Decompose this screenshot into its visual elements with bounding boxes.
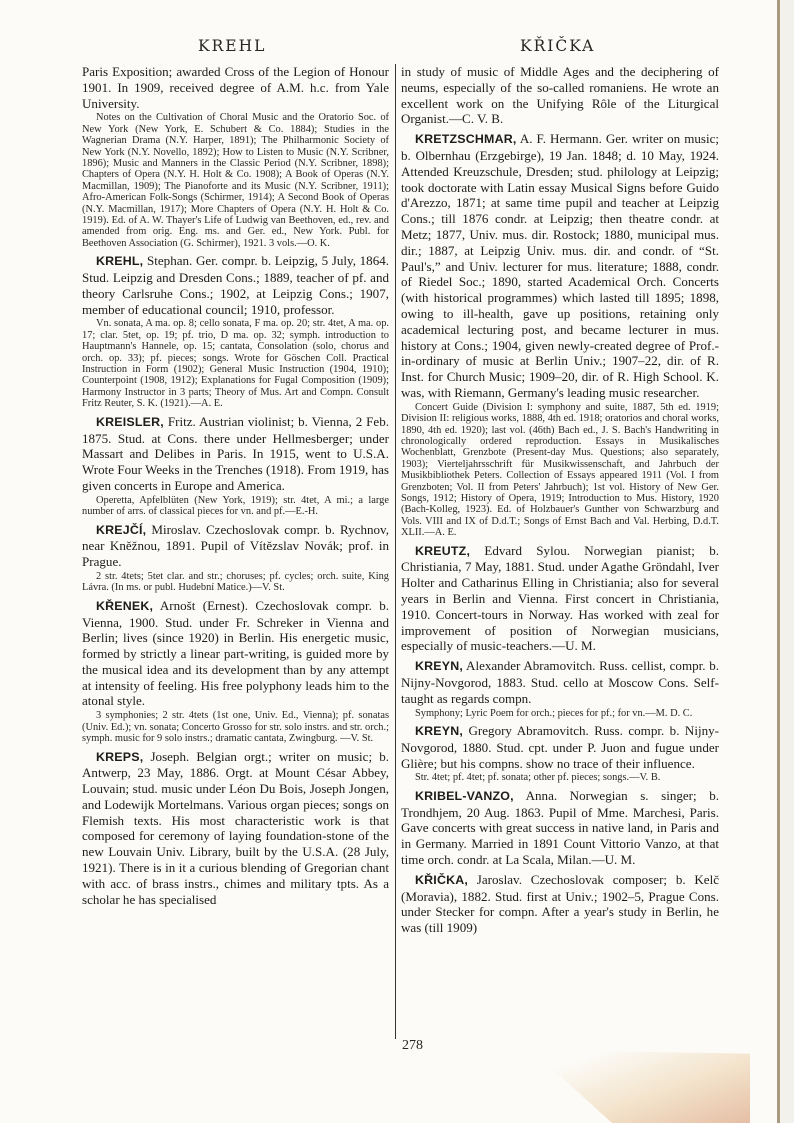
running-head-right: KŘIČKA xyxy=(520,37,596,55)
entry-text: Jaroslav. Czechoslovak composer; b. Kelč (Moravia), 1882. Stud. first at Univ.; 1902–5, Prague Cons. under Stecker for compn. After a year's study in Berlin, he was (till 1909) xyxy=(401,871,719,936)
right-column xyxy=(401,64,719,1064)
entry-krenek xyxy=(82,598,389,710)
entry-text: Arnošt (Ernest). Czechoslovak compr. b. Vienna, 1900. Stud. under Fr. Schreker in Vienna and Berlin; lives (since 1920) in Berlin. His energetic music, formed by strictly a linear part-writing, is guided more by the musical idea and its development than by any attempt at intensity of feeling. His free polyphony leads him to the atonal style. xyxy=(82,597,389,709)
page-number: 278 xyxy=(402,1038,423,1053)
continued-entry xyxy=(82,64,389,111)
headword: KREHL, xyxy=(96,254,144,269)
entry-text: in study of music of Middle Ages and the deciphering of neums, especially of the so-called romaniens. He wrote an excellent work on the Unifying Rôle of the Liturgical Organist.—C. V. B. xyxy=(401,64,719,127)
running-head-left: KREHL xyxy=(198,37,267,55)
entry-text: Joseph. Belgian orgt.; writer on music; b. Antwerp, 23 May, 1886. Orgt. at Mount César Abbey, Louvain; stud. music under Léon Du Bois, Joseph Jongen, and Lodewijk Mortelmans. Various organ pieces; songs on Flemish texts. His most characteristic work is that composed for ceremony of laying foundation-stone of the new Louvain Univ. Library, built by the U.S.A. (28 July, 1921). There is in it a curious blending of Gregorian chant with acc. of brass instrs., chimes and military tpts. As a scholar he has specialised xyxy=(82,748,389,907)
left-column xyxy=(82,64,389,1064)
entry-text: Stephan. Ger. compr. b. Leipzig, 5 July, 1864. Stud. Leipzig and Dresden Cons.; 1889, teacher of pf. and theory Carlsruhe Cons.; 1902, at Leipzig Cons.; 1907, member of educational council; 1910, professor. xyxy=(82,253,389,317)
entry-kreutz xyxy=(401,543,719,655)
entry-text: Anna. Norwegian s. singer; b. Trondhjem, 20 Aug. 1863. Pupil of Mme. Marchesi, Paris. Gave concerts with great success in native land, in Paris and in Germany. Married in 1891 Count Vittorio Vanzo, at that time orch. condr. at La Scala, Milan.—U. M. xyxy=(401,787,719,867)
column-divider xyxy=(395,64,396,1039)
continued-entry xyxy=(401,64,719,127)
entry-kribel-vanzo xyxy=(401,788,719,868)
headword: KRETZSCHMAR, xyxy=(415,132,517,147)
headword: KREISLER, xyxy=(96,414,164,429)
entry-krehl xyxy=(82,253,389,317)
entry-kreyn-alexander xyxy=(401,658,719,706)
entry-kricka xyxy=(401,872,719,936)
headword: KREUTZ, xyxy=(415,543,471,558)
entry-kreisler xyxy=(82,414,389,494)
entry-krejci xyxy=(82,522,389,570)
headword: KREPS, xyxy=(96,749,144,764)
entry-text: Alexander Abramovitch. Russ. cellist, compr. b. Nijny-Novgorod, 1883. Stud. cello at Moscow Cons. Self-taught as regards compn. xyxy=(401,658,719,706)
works-note: Operetta, Apfelblüten (New York, 1919); str. 4tet, A mi.; a large number of arrs. of classical pieces for vn. and pf.—E.-H. xyxy=(82,494,389,518)
scan-background xyxy=(780,0,794,1123)
headword: KREYN, xyxy=(415,723,464,738)
headword: KŘIČKA, xyxy=(415,872,469,887)
entry-text: Miroslav. Czechoslovak compr. b. Rychnov, near Kněžnou, 1891. Pupil of Vítězslav Novák; prof. in Prague. xyxy=(82,521,389,570)
works-note: Vn. sonata, A ma. op. 8; cello sonata, F ma. op. 20; str. 4tet, A ma. op. 17; clar. 5tet, op. 19; pf. trio, D ma. op. 32; symph. introduction to Hauptmann's Hannele, op. 15; cantata, Consolation (solo, chorus and orch. op. 33); pf. pieces; songs. Wrote for Göschen Coll. Practical Instruction in Form (1902); General Music Instruction (1904, 1910); Counterpoint (1908, 1912); Explanations for Fugal Composition (1909); Harmony Instructor in 3 parts; Theory of Mus. Art and Compn. Consult Fritz Reuter, S. K. (1921).—A. E. xyxy=(82,318,389,410)
works-note: Str. 4tet; pf. 4tet; pf. sonata; other pf. pieces; songs.—V. B. xyxy=(415,772,661,784)
works-note: 3 symphonies; 2 str. 4tets (1st one, Univ. Ed., Vienna); pf. sonatas (Univ. Ed.); vn. sonata; Concerto Grosso for str. solo instrs. and str. orch.; symph. music for 9 solo instrs.; dramatic cantata, Zwingburg. —V. St. xyxy=(82,710,389,745)
entry-text: Edvard Sylou. Norwegian pianist; b. Christiania, 7 May, 1881. Stud. under Agathe Gröndahl, Iver Holter and Catharinus Elling in Christiania; also for several years in Berlin and Vienna. First concert in Christiania, 1910. Concert-tours in Norway. Has worked with zeal for improvement of position of Norwegian musicians, especially of music-teachers.—U. M. xyxy=(401,542,719,654)
entry-text: A. F. Hermann. Ger. writer on music; b. Olbernhau (Erzgebirge), 19 Jan. 1848; d. 10 May, 1924. Attended Kreuzschule, Dresden; stud. philology at Leipzig; took doctorate with Latin essay Musical Signs before Guido d'Arezzo, 1871; at same time pupil and teacher at Leipzig Cons.; till 1876 condr. at Leipzig; then theatre condr. at Metz; 1877, Univ. mus. dir. Rostock; 1880, municipal mus. dir.; 1887, at Leipzig Univ. mus. dir. and condr. of “St. Paul's,” and Univ. lecturer for mus. literature; 1888, condr. of Riedel Soc.; 1890, started Academical Orch. Concerts (with historical programmes) which lasted till 1895; 1898, owing to ill-health, gave up positions, retaining only academical lecturing post, and became lecturer in mus. history at Cons.; 1904, given newly-created degree of Prof.-in-ordinary of music at Berlin Univ.; 1907–22, dir. of R. Inst. for Church Music; 1909–20, dir. of R. High School. K. was, with Riemann, Germany's leading music researcher. xyxy=(401,131,719,400)
entry-text: Paris Exposition; awarded Cross of the Legion of Honour 1901. In 1909, received degree of A.M. h.c. from Yale University. xyxy=(82,64,389,111)
entry-text: Fritz. Austrian violinist; b. Vienna, 2 Feb. 1875. Stud. at Cons. there under Hellmesberger; under Massart and Delibes in Paris. In 1915, went to U.S.A. Wrote Four Weeks in the Trenches (1918). From 1919, has given concerts in Europe and America. xyxy=(82,413,389,493)
headword: KREYN, xyxy=(415,659,464,674)
works-note: Symphony; Lyric Poem for orch.; pieces for pf.; for vn.—M. D. C. xyxy=(415,707,693,719)
entry-kretzschmar xyxy=(401,131,719,401)
entry-text: Gregory Abramovitch. Russ. compr. b. Nijny-Novgorod, 1880. Stud. cpt. under P. Juon and fugue under Glière; but his compns. show no trace of their influence. xyxy=(401,722,719,771)
headword: KŘENEK, xyxy=(96,598,154,613)
works-note: Concert Guide (Division I: symphony and suite, 1887, 5th ed. 1919; Division II: religious works, 1888, 4th ed. 1918; oratorios and choral works, 1890, 4th ed. 1920); last vol. (46th) Bach ed., J. S. Bach's Handwriting in chronologically ordered reproduction. Essays in Musikalisches Wochenblatt, Grenzbote (Present-day Mus. Questions; also separately, 1903); Vierteljahrsschrift für Musikwissenschaft, and Jahrbuch der Musikbibliothek Peters. Collection of Essays appeared 1911 (Vol. I from Grenzboten; Vol. II from Peters' Jahrbuch); 1st vol. History of New Ger. Songs, 1912; History of Opera, 1919; Introduction to Mus. History, 1920 (Bach-Kolleg, 1923). Ed. of Holzbauer's Gunther von Schwarzburg and Vols. VIII and IX of D.d.T.; Songs of Ernst Bach and Val. Herbing, D.d.T. XLII.—A. E. xyxy=(401,401,719,539)
headword: KRIBEL-VANZO, xyxy=(415,788,514,803)
entry-kreps xyxy=(82,749,389,908)
entry-kreyn-gregory xyxy=(401,723,719,771)
works-note: Notes on the Cultivation of Choral Music and the Oratorio Soc. of New York (New York, E. Schubert & Co. 1884); Studies in the Wagnerian Drama (N.Y. Harper, 1891); The Philharmonic Society of New York (N.Y. Novello, 1892); How to Listen to Music (N.Y. Scribner, 1896); Music and Manners in the Classic Period (N.Y. Scribner, 1898); Chapters of Opera (N.Y. H. Holt & Co. 1908); A Book of Operas (N.Y. Macmillan, 1909); The Pianoforte and its Music (N.Y. Scribner, 1911); Afro-American Folk-Songs (Schirmer, 1914); A Second Book of Operas (N.Y. Macmillan, 1917); More Chapters of Opera (N.Y. H. Holt & Co. 1919). Ed. of A. W. Thayer's Life of Ludwig van Beethoven, ed., rev. and amended from orig. Eng. ms. and Ger. ed., New York. Publ. for Beethoven Association (G. Schirmer), 1921. 3 vols.—O. K. xyxy=(82,112,389,249)
headword: KREJČÍ, xyxy=(96,522,147,537)
works-note: 2 str. 4tets; 5tet clar. and str.; choruses; pf. cycles; orch. suite, King Lávra. (In ms. or publ. Hudební Matice.)—V. St. xyxy=(82,570,389,594)
